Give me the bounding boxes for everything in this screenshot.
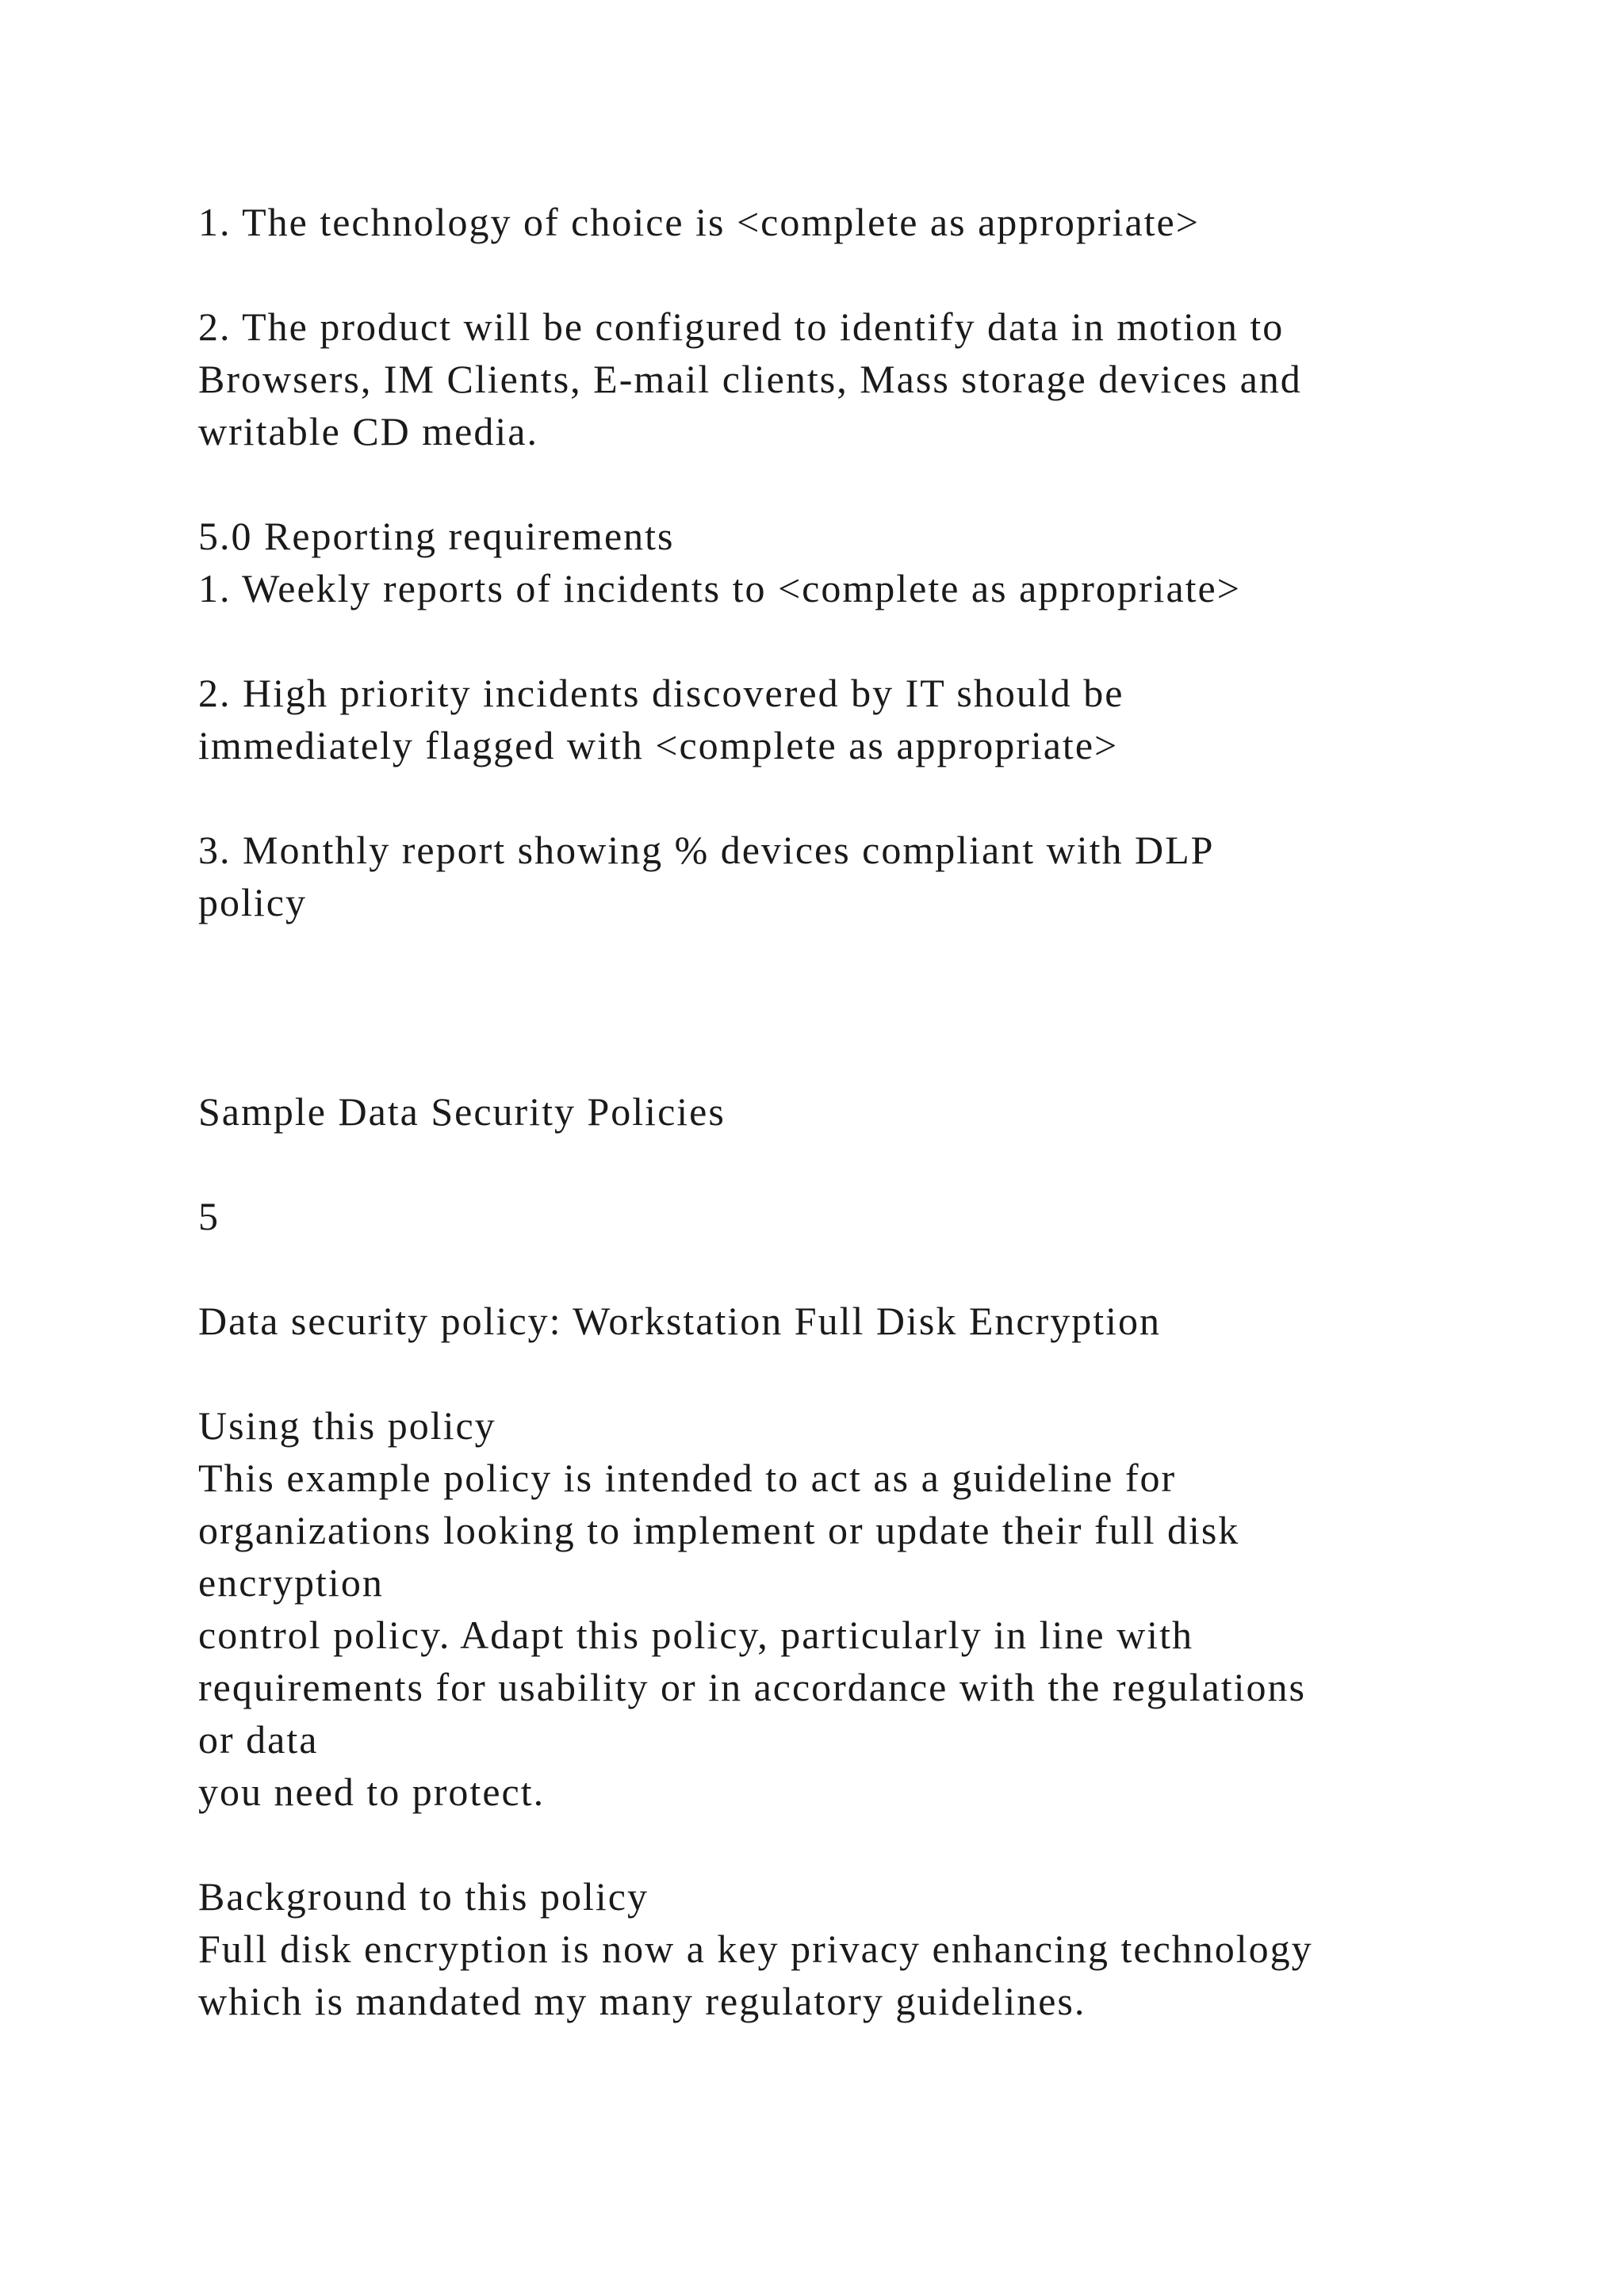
text-line: 2. The product will be configured to identify data in motion to bbox=[198, 304, 1285, 349]
text-line: policy bbox=[198, 880, 307, 924]
section-heading: 5.0 Reporting requirements bbox=[198, 514, 675, 558]
section-heading: Background to this policy bbox=[198, 1874, 649, 1919]
text-line: Browsers, IM Clients, E-mail clients, Mass storage devices and bbox=[198, 357, 1302, 401]
text-line: 1. The technology of choice is <complete as appropriate> bbox=[198, 200, 1200, 244]
text-line: This example policy is intended to act as a guideline for bbox=[198, 1456, 1177, 1500]
text-line: writable CD media. bbox=[198, 409, 538, 453]
text-line: encryption bbox=[198, 1560, 384, 1605]
text-line: control policy. Adapt this policy, particularly in line with bbox=[198, 1613, 1193, 1657]
policy-title: Data security policy: Workstation Full Disk Encryption bbox=[198, 1299, 1162, 1343]
text-line: 2. High priority incidents discovered by IT should be bbox=[198, 671, 1124, 715]
text-line: immediately flagged with <complete as appropriate> bbox=[198, 723, 1119, 767]
text-line: requirements for usability or in accordance with the regulations bbox=[198, 1665, 1307, 1709]
text-line: which is mandated my many regulatory guidelines. bbox=[198, 1979, 1086, 2023]
text-line: you need to protect. bbox=[198, 1770, 546, 1814]
section-heading: Using this policy bbox=[198, 1403, 496, 1448]
document-title: Sample Data Security Policies bbox=[198, 1089, 726, 1134]
text-line: 1. Weekly reports of incidents to <complete as appropriate> bbox=[198, 566, 1241, 610]
page-number: 5 bbox=[198, 1194, 220, 1238]
text-line: organizations looking to implement or update their full disk bbox=[198, 1508, 1240, 1552]
text-line: or data bbox=[198, 1717, 319, 1762]
text-line: 3. Monthly report showing % devices compliant with DLP bbox=[198, 828, 1215, 872]
text-line: Full disk encryption is now a key privacy enhancing technology bbox=[198, 1927, 1313, 1971]
